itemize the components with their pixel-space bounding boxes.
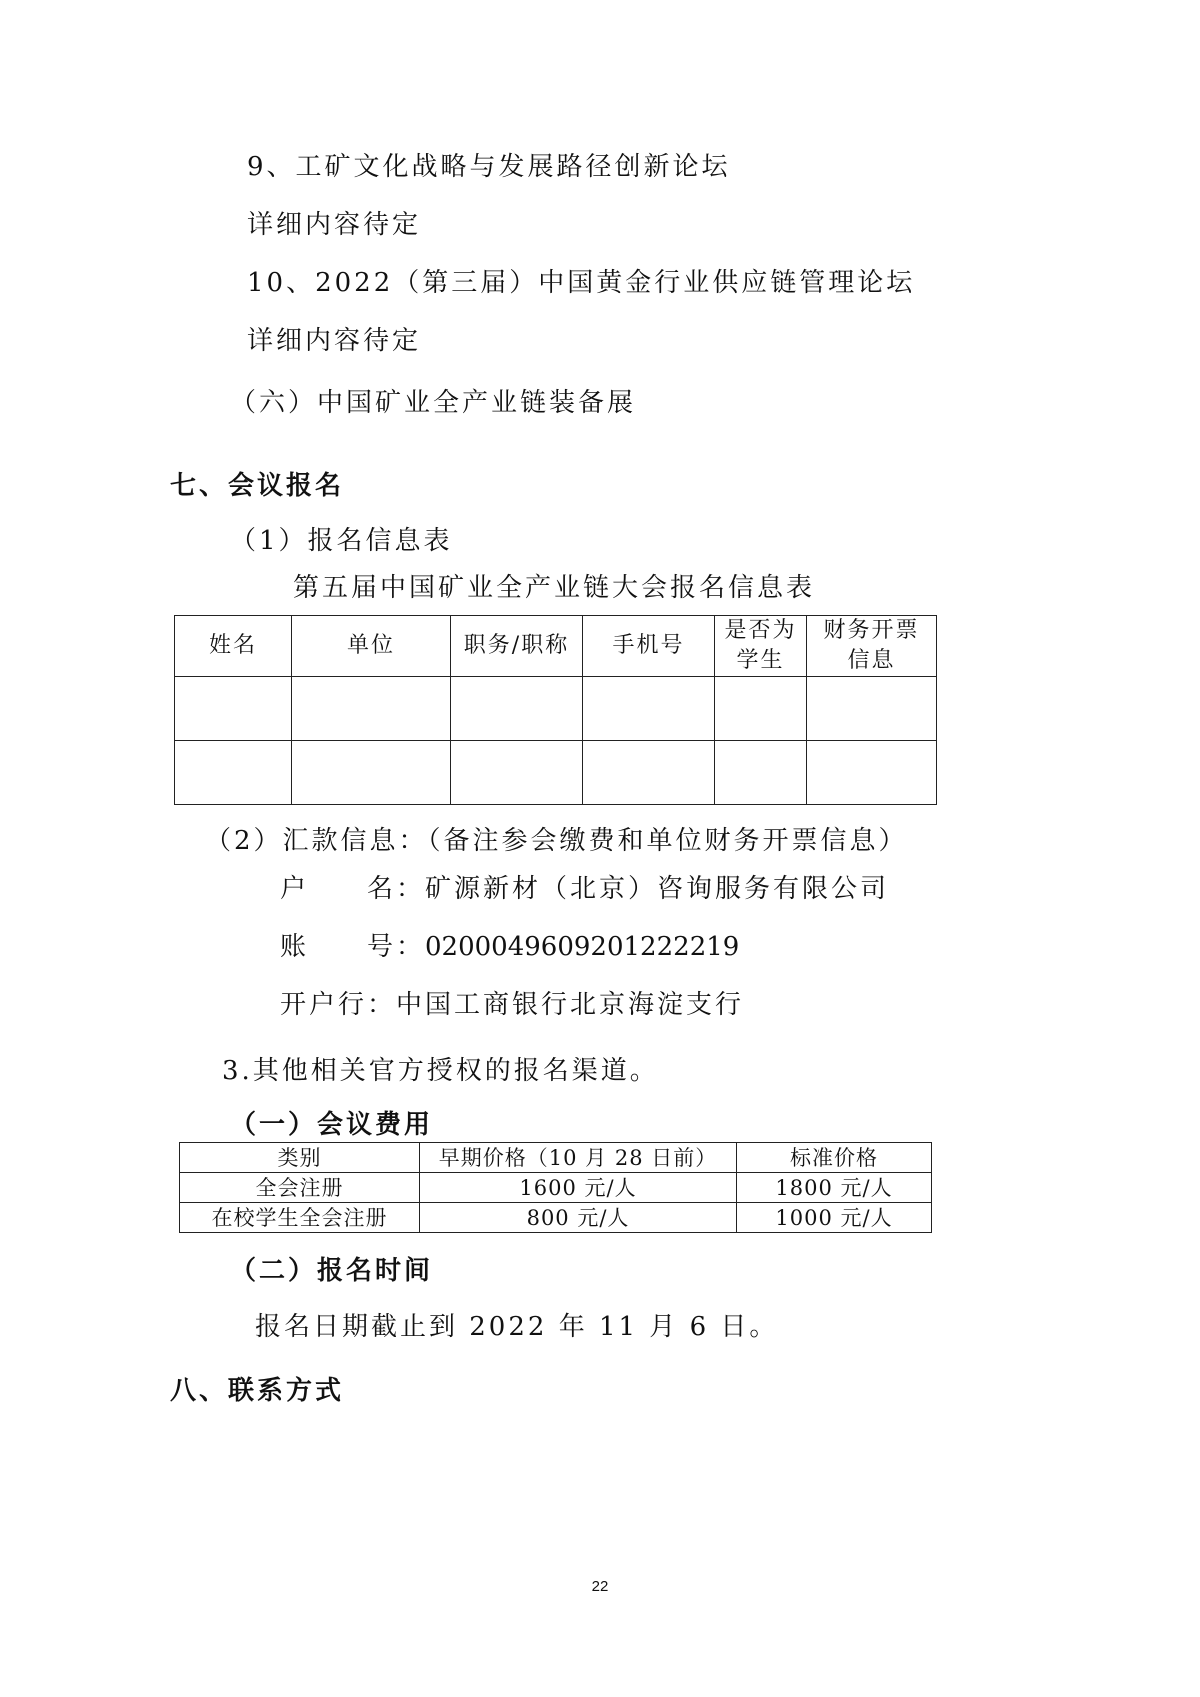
section-7-heading: 七、会议报名 <box>170 471 345 501</box>
bank-value: 中国工商银行北京海淀支行 <box>396 990 745 1020</box>
form-cell <box>583 677 715 741</box>
bank-row <box>280 984 744 1021</box>
forum-9-title: 9、工矿文化战略与发展路径创新论坛 <box>247 152 731 182</box>
form-table-header-row <box>175 616 937 677</box>
sub-heading-form: （1）报名信息表 <box>230 526 453 556</box>
header-phone: 手机号 <box>583 616 715 677</box>
account-name-value: 矿源新材（北京）咨询服务有限公司 <box>425 874 890 904</box>
sub-heading-remittance: （2）汇款信息：（备注参会缴费和单位财务开票信息） <box>205 826 908 856</box>
fee-standard-price: 1800 元/人 <box>737 1173 932 1203</box>
form-cell <box>807 741 937 805</box>
form-cell <box>292 741 451 805</box>
fee-standard-price: 1000 元/人 <box>737 1203 932 1233</box>
form-cell <box>175 677 292 741</box>
form-table-row <box>175 741 937 805</box>
fee-header-early-price: 早期价格（10 月 28 日前） <box>420 1143 737 1173</box>
forum-10-title: 10、2022（第三届）中国黄金行业供应链管理论坛 <box>247 268 916 298</box>
fee-table-row <box>180 1173 932 1203</box>
forum-9-detail: 详细内容待定 <box>247 210 422 240</box>
form-cell <box>451 677 583 741</box>
fee-table-header-row <box>180 1143 932 1173</box>
form-cell <box>292 677 451 741</box>
header-invoice-info: 财务开票信息 <box>807 616 937 677</box>
header-name: 姓名 <box>175 616 292 677</box>
registration-form-table <box>174 615 937 805</box>
account-number-label: 账 号： <box>280 932 426 962</box>
time-heading: （二）报名时间 <box>230 1256 434 1286</box>
form-cell <box>807 677 937 741</box>
fees-heading: （一）会议费用 <box>230 1110 434 1140</box>
deadline-text: 报名日期截止到 2022 年 11 月 6 日。 <box>255 1312 779 1342</box>
account-number-row <box>280 926 739 963</box>
fee-table-row <box>180 1203 932 1233</box>
account-name-label: 户 名： <box>280 874 426 904</box>
form-cell <box>583 741 715 805</box>
header-organization: 单位 <box>292 616 451 677</box>
section-8-heading: 八、联系方式 <box>170 1376 345 1406</box>
fee-table <box>179 1142 932 1233</box>
other-channels-text: 3.其他相关官方授权的报名渠道。 <box>222 1056 659 1086</box>
section-6-heading: （六）中国矿业全产业链装备展 <box>230 388 637 418</box>
form-cell <box>451 741 583 805</box>
page-number: 22 <box>591 1578 609 1595</box>
account-name-row <box>280 868 889 905</box>
forum-10-detail: 详细内容待定 <box>247 326 422 356</box>
fee-early-price: 1600 元/人 <box>420 1173 737 1203</box>
form-table-title: 第五届中国矿业全产业链大会报名信息表 <box>292 573 815 603</box>
fee-header-standard-price: 标准价格 <box>737 1143 932 1173</box>
form-table-row <box>175 677 937 741</box>
form-cell <box>715 741 807 805</box>
form-cell <box>715 677 807 741</box>
fee-header-category: 类别 <box>180 1143 420 1173</box>
fee-category: 全会注册 <box>180 1173 420 1203</box>
form-cell <box>175 741 292 805</box>
header-position: 职务/职称 <box>451 616 583 677</box>
account-number-value: 0200049609201222219 <box>425 932 740 962</box>
fee-category: 在校学生全会注册 <box>180 1203 420 1233</box>
fee-early-price: 800 元/人 <box>420 1203 737 1233</box>
bank-label: 开户行： <box>280 990 397 1020</box>
header-is-student: 是否为学生 <box>715 616 807 677</box>
